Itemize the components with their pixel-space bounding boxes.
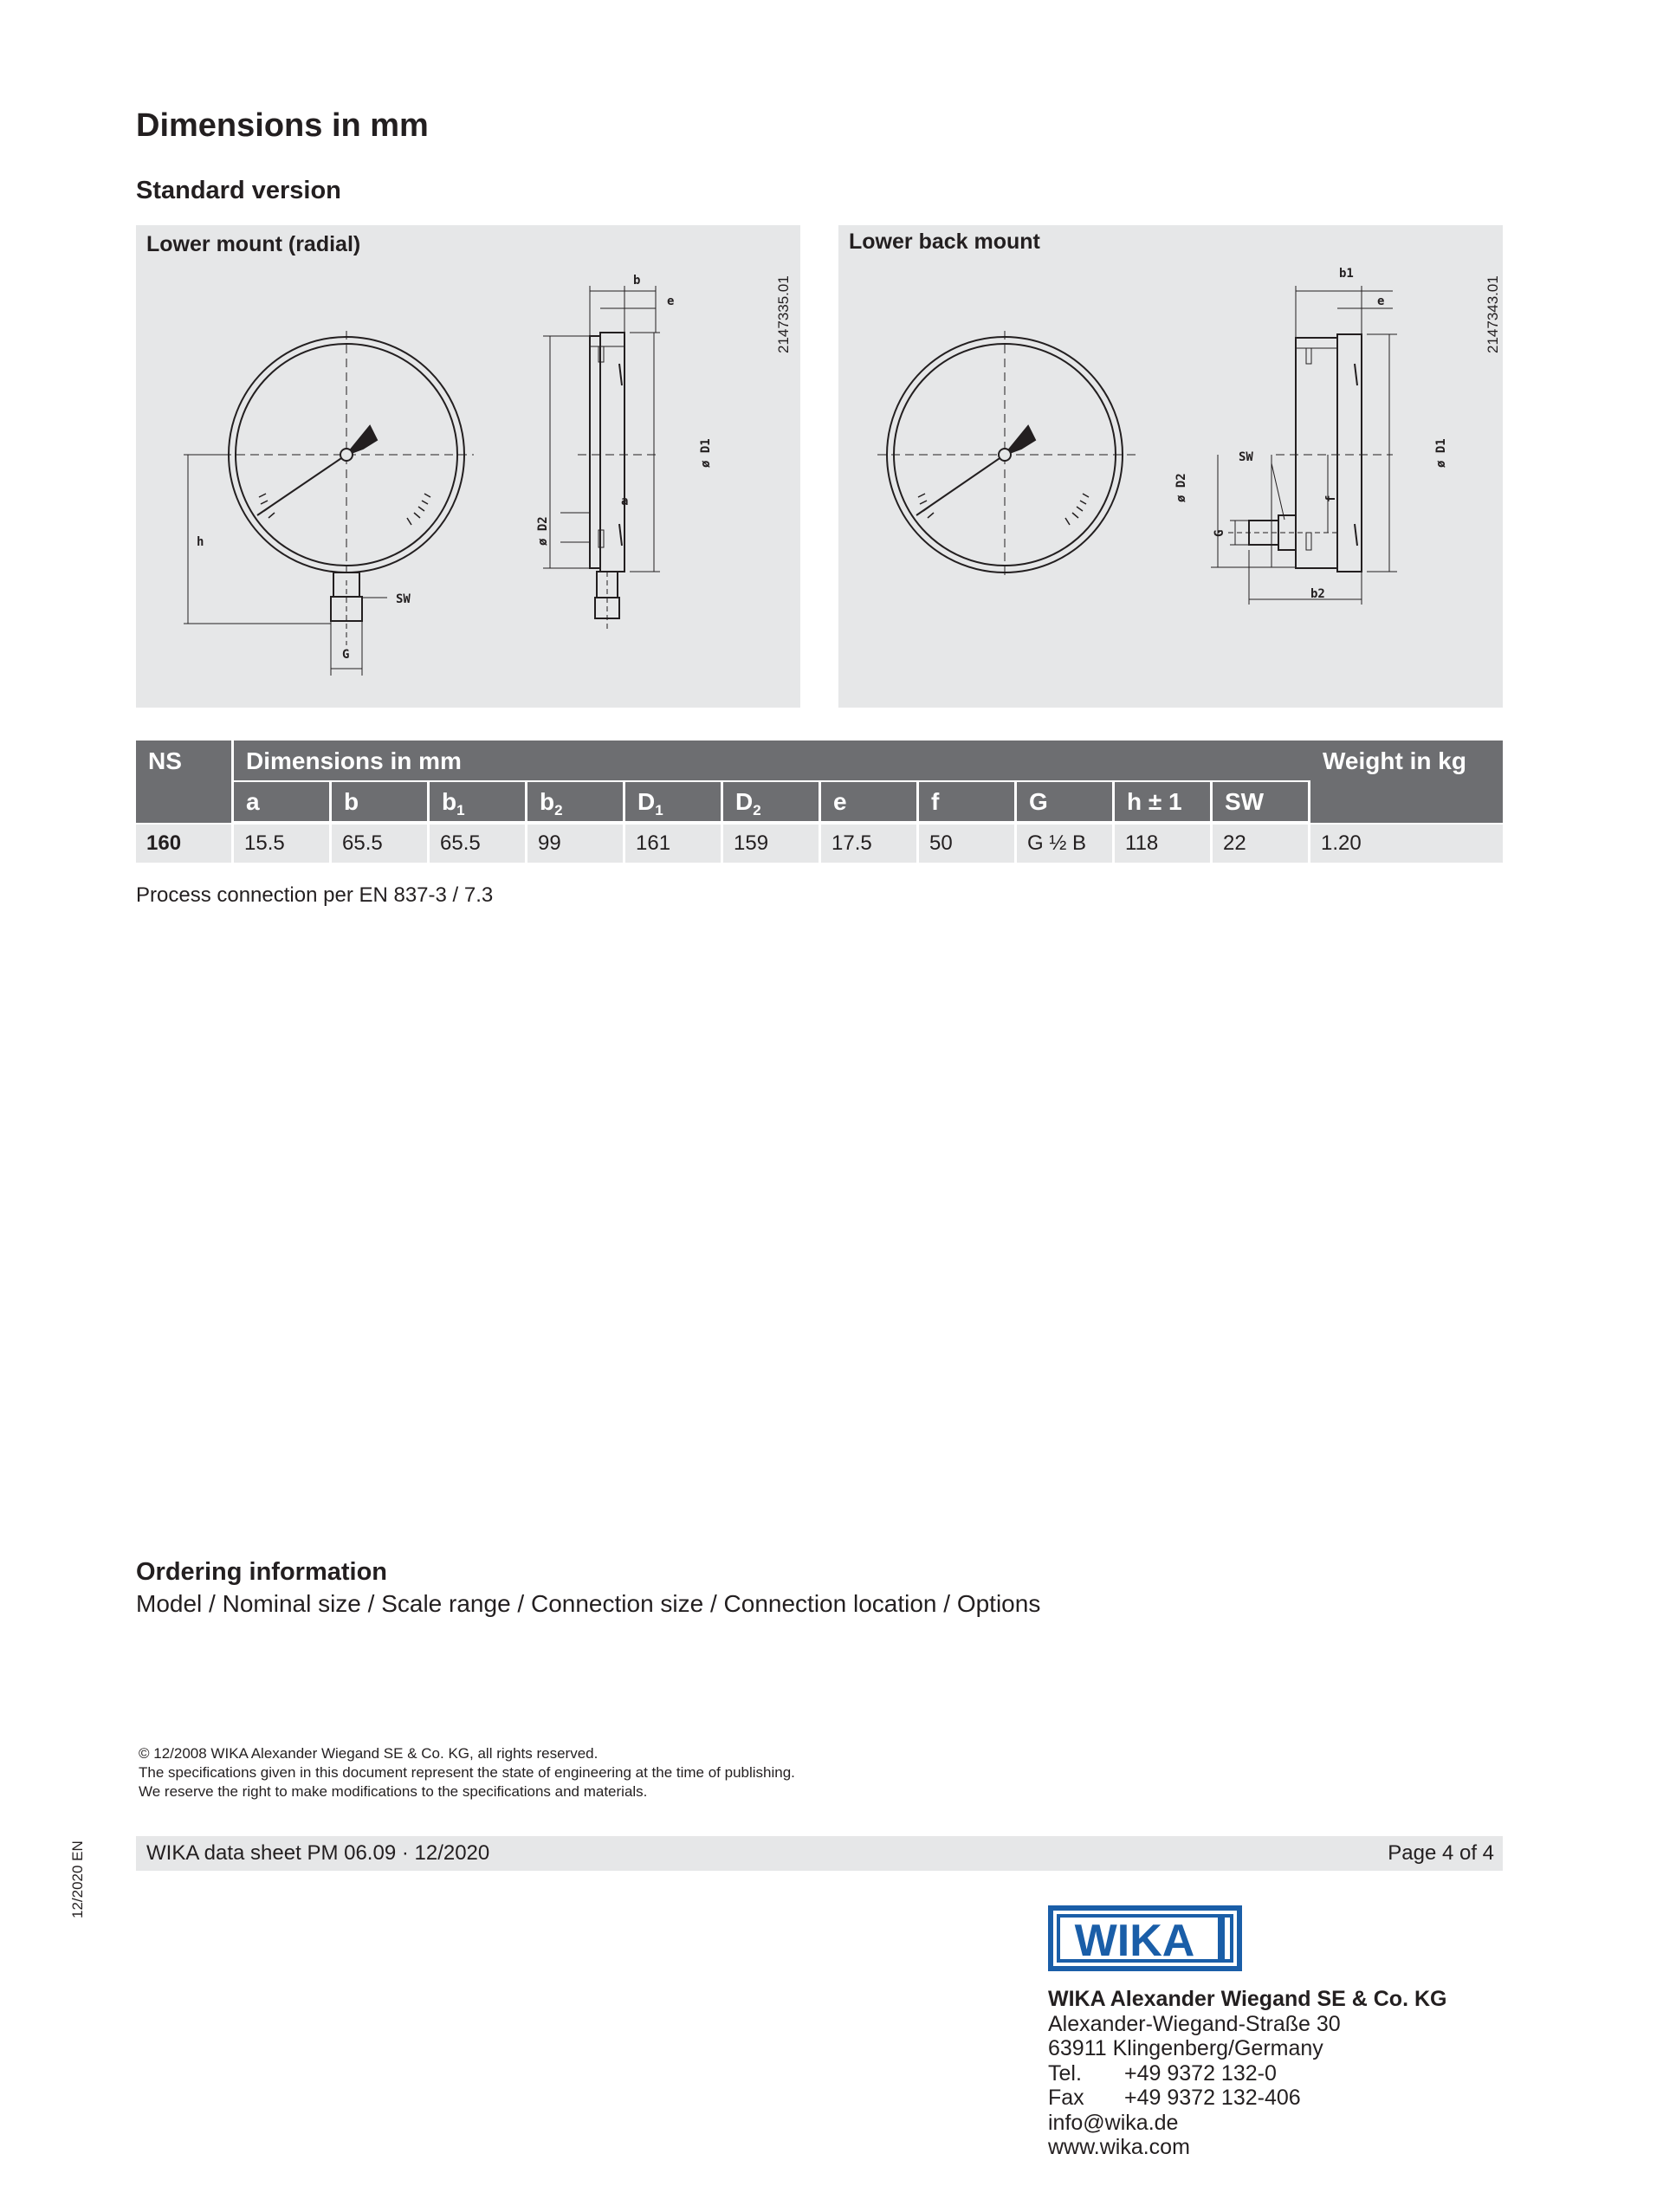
column-header: $b_2$: [527, 782, 623, 821]
table-cell: 65.5: [332, 825, 427, 863]
legal-line: The specifications given in this document represent the state of engineering at the time of publishing.: [139, 1764, 795, 1781]
drawing-lower-mount: [136, 225, 800, 708]
email-link[interactable]: info@wika.de: [1048, 2110, 1179, 2135]
label-g: G: [1213, 529, 1226, 537]
legal-line: © 12/2008 WIKA Alexander Wiegand SE & Co. KG, all rights reserved.: [139, 1745, 599, 1762]
column-header: $D_2$: [723, 782, 819, 821]
process-note: Process connection per EN 837-3 / 7.3: [136, 883, 494, 907]
section-title: Standard version: [136, 177, 341, 204]
footer-page: Page 4 of 4: [1388, 1841, 1494, 1865]
column-header: h ± 1: [1115, 782, 1210, 821]
ordering-text: Model / Nominal size / Scale range / Connection size / Connection location / Options: [136, 1590, 1041, 1617]
column-header: b: [332, 782, 427, 821]
ns-header: NS: [136, 741, 231, 823]
table-cell: 65.5: [430, 825, 525, 863]
label-h: h: [197, 535, 204, 549]
table-cell: 17.5: [821, 825, 916, 863]
address-city: 63911 Klingenberg/Germany: [1048, 2036, 1323, 2060]
label-a: a: [621, 495, 629, 508]
label-b1: b1: [1339, 267, 1354, 281]
label-b: b: [633, 274, 641, 288]
page-title: Dimensions in mm: [136, 107, 429, 144]
company-name: WIKA Alexander Wiegand SE & Co. KG: [1048, 1987, 1447, 2011]
label-sw: SW: [1239, 450, 1253, 464]
label-e: e: [667, 294, 675, 308]
gauge-drawing-radial: [136, 225, 800, 708]
label-g: G: [342, 648, 350, 662]
address-tel: Tel. +49 9372 132-0: [1048, 2060, 1277, 2086]
weight-header: Weight in kg: [1310, 741, 1503, 823]
label-d2: ø D2: [1174, 473, 1188, 502]
ordering-title: Ordering information: [136, 1558, 387, 1586]
footer-bar: [136, 1836, 1503, 1871]
dims-header: Dimensions in mm: [234, 741, 1394, 780]
drawing-lower-back-mount: [838, 225, 1503, 708]
column-header: a: [234, 782, 329, 821]
label-b2: b2: [1310, 587, 1325, 601]
address-street: Alexander-Wiegand-Straße 30: [1048, 2011, 1341, 2036]
table-cell: 118: [1115, 825, 1210, 863]
ns-cell: 160: [136, 825, 231, 863]
drawing-code: 2147335.01: [775, 275, 792, 353]
label-e: e: [1377, 294, 1385, 308]
company-address: [1048, 1987, 1446, 2160]
table-cell: 22: [1213, 825, 1308, 863]
label-d1: ø D1: [699, 438, 713, 468]
table-cell: G ½ B: [1017, 825, 1112, 863]
legal-notice: [139, 1744, 795, 1801]
logo-text: WIKA: [1074, 1916, 1195, 1966]
side-date: 12/2020 EN: [69, 1840, 86, 1918]
drawing-title: Lower mount (radial): [146, 232, 361, 256]
table-cell: 50: [919, 825, 1014, 863]
column-header: $D_1$: [625, 782, 721, 821]
table-cell: 15.5: [234, 825, 329, 863]
website-link[interactable]: www.wika.com: [1048, 2135, 1190, 2159]
drawing-code: 2147343.01: [1485, 275, 1501, 353]
address-fax: Fax +49 9372 132-406: [1048, 2086, 1301, 2110]
column-header: f: [919, 782, 1014, 821]
drawing-title: Lower back mount: [849, 230, 1040, 254]
footer-datasheet: WIKA data sheet PM 06.09 · 12/2020: [146, 1841, 490, 1865]
column-header: $b_1$: [430, 782, 525, 821]
gauge-drawing-back: [838, 225, 1503, 708]
wika-logo: [1048, 1905, 1242, 1971]
table-cell: 159: [723, 825, 819, 863]
label-d2: ø D2: [536, 516, 550, 546]
table-cell: 99: [527, 825, 623, 863]
legal-line: We reserve the right to make modifications to the specifications and materials.: [139, 1783, 648, 1800]
column-header: e: [821, 782, 916, 821]
label-d1: ø D1: [1434, 438, 1448, 468]
label-f: f: [1324, 495, 1338, 502]
label-sw: SW: [396, 592, 411, 606]
column-header: G: [1017, 782, 1112, 821]
column-header: SW: [1213, 782, 1308, 821]
table-cell: 161: [625, 825, 721, 863]
weight-cell: 1.20: [1310, 825, 1503, 863]
